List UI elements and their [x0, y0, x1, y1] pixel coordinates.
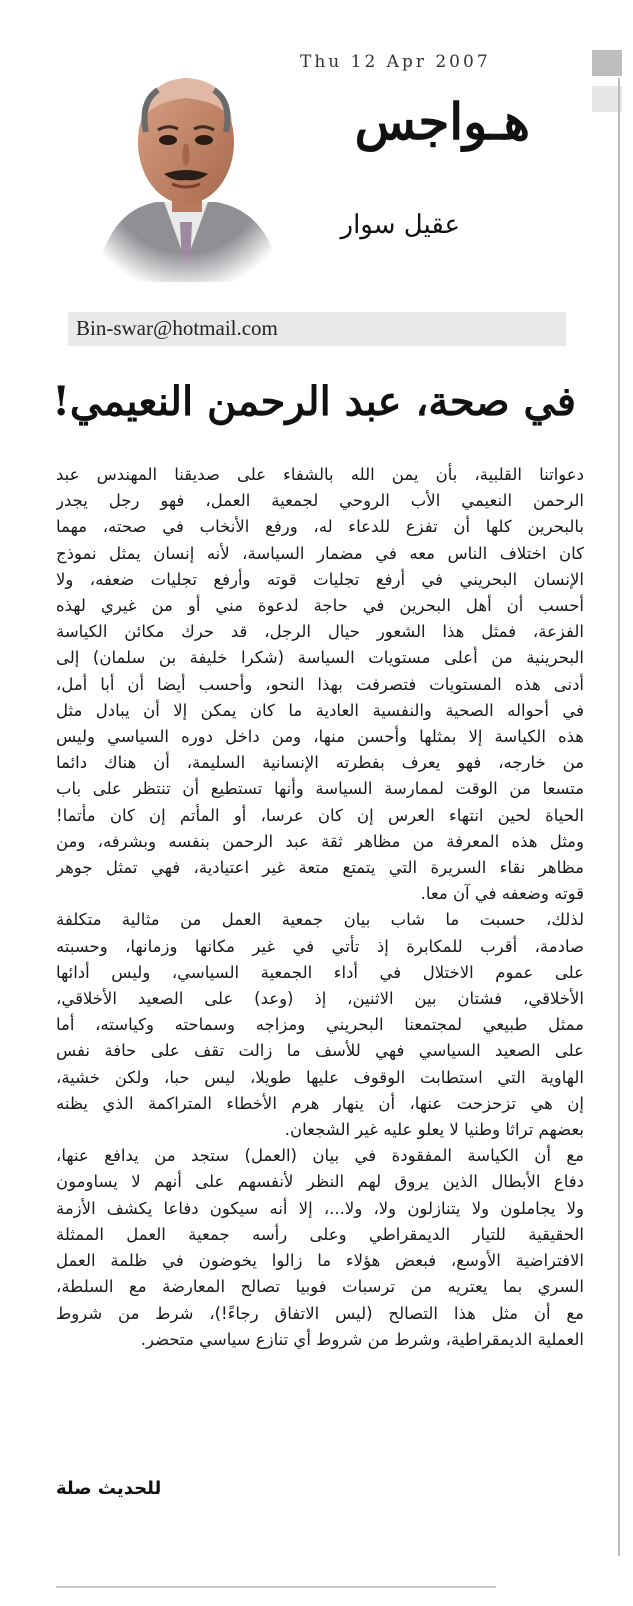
- bottom-divider: [56, 1586, 496, 1588]
- article-line: دفاع الأبطال الذين يروق لهم النظر لأنفسهم على أنهم لا يساومون: [56, 1172, 584, 1192]
- article-line: كان اختلاف الناس معه في مضمار السياسة، لأنه إنسان يمثل نموذج: [56, 543, 584, 563]
- article-line: مظاهر نقاء السريرة التي يتمتع متعة غير اعتيادية، فهي تمثل جوهر: [56, 858, 584, 878]
- article-line: الهاوية التي استطابت الوقوف عليها طويلا، ليس حبا، ولكن خشية،: [56, 1067, 584, 1087]
- article-line: ممثل طبيعي لمجتمعنا البحريني ومزاجه وسماحته وكياسته، أما: [56, 1015, 584, 1035]
- article-line: الإنسان البحريني في أرفع تجليات قوته وأرفع تجليات ضعفه، ولا: [56, 569, 584, 589]
- article-body: [56, 462, 584, 1353]
- article-line: مع أن الكياسة المفقودة في بيان (العمل) ستجد من يدافع عنها،: [56, 1146, 584, 1166]
- author-email[interactable]: Bin-swar@hotmail.com: [76, 316, 278, 340]
- article-paragraph: [56, 907, 584, 1143]
- article-line: لذلك، حسبت ما شاب بيان جمعية العمل من مثالية متكلفة: [56, 910, 584, 930]
- article-line: قوته وضعفه في آن معا.: [420, 884, 584, 904]
- article-line: إن هي تزحزحت عنها، أن ينهار هرم الأخطاء المتراكمة الذي يظنه: [56, 1093, 584, 1113]
- article-line: أدنى هذه المستويات فتصرفت بهذا النحو، وأحسب أيضا أن أبا أمل،: [56, 674, 584, 694]
- article-line: ولا يجاملون ولا يتنازلون ولا، ولا...، إلا أنه سيكون دفاعا يكشف الأزمة: [56, 1198, 584, 1218]
- article-line: على عموم الاختلال في أداء الجمعية السياسي، وليس أدائها: [56, 962, 584, 982]
- article-line: العملية الديمقراطية، وشرط من شروط أي تنازع سياسي متحضر.: [140, 1329, 584, 1349]
- article-paragraph: [56, 462, 584, 907]
- article-line: هذه الكياسة إلا بمثلها وأحسن منها، ومن داخل دوره السياسي وليس: [56, 727, 584, 747]
- article-line: الحياة لحين انتهاء العرس إن كان عرسا، أو المأتم إن كان مأتما!: [56, 805, 584, 825]
- email-bar: [68, 312, 566, 346]
- article-line: الفزعة، فمثل هذا الشعور حيال الرجل، قد حرك مكائن الكياسة: [56, 622, 584, 642]
- article-line: البحرينية من أعلى مستويات السياسة (شكرا خليفة بن سلمان) إلى: [56, 648, 584, 668]
- article-line: دعواتنا القلبية، بأن يمن الله بالشفاء على صديقنا المهندس عبد: [56, 465, 584, 484]
- publication-date: Thu 12 Apr 2007: [300, 52, 491, 72]
- article-line: أحسب أن أهل البحرين في حاجة لدعوة مني أو من غيري لهذه: [56, 596, 584, 616]
- article-paragraph: [56, 1143, 584, 1353]
- decorative-square-dark: [592, 50, 622, 76]
- vertical-divider: [618, 78, 620, 1556]
- article-line: في أحواله الصحية والنفسية العادية ما كان يمكن إلا أن يبادل مثل: [56, 700, 584, 720]
- article-signoff: للحديث صلة: [56, 1478, 162, 1499]
- column-title: هـواجس: [354, 92, 530, 151]
- article-line: مع أن مثل هذا التصالح (ليس الاتفاق رجاءً!)، شرط من شروط: [56, 1303, 584, 1323]
- article-line: من خارجه، فهو يعرف بفطرته الإنسانية السليمة، أن هناك دائما: [56, 753, 584, 773]
- article-line: صادمة، أقرب للمكابرة إذ تأتي في غير مكانها وزمانها، وحسبته: [56, 936, 584, 956]
- article-line: السري بما يعتريه من ترسبات فوبيا تصالح المعارضة مع السلطة،: [56, 1277, 584, 1297]
- author-portrait: [86, 62, 286, 282]
- article-line: متسعا من الوقت لممارسة السياسة وأنها تستطيع أن تنتظر على باب: [56, 779, 584, 799]
- article-line: ومثل هذه المعرفة من مظاهر ثقة عبد الرحمن بنفسه وبشرفه، ومن: [56, 831, 584, 851]
- article-line: بعضهم تراثا وطنيا لا يعلو عليه غير الشجعان.: [284, 1120, 584, 1140]
- article-line: الحقيقية للتيار الديمقراطي وعلى رأسه جمعية العمل الممثلة: [56, 1224, 584, 1244]
- article-line: على الصعيد السياسي فهي للأسف ما زالت تقف على حافة نفس: [56, 1041, 584, 1061]
- article-line: الأخلاقي، فشتان بين الاثنين، إذ (وعد) على الصعيد الأخلاقي،: [56, 989, 584, 1009]
- article-line: الرحمن النعيمي الأب الروحي لجمعية العمل، فهو رجل يجدر: [56, 491, 584, 511]
- author-name: عقيل سوار: [340, 210, 460, 240]
- article-line: الافتراضية الأوسع، فبعض هؤلاء ما زالوا يخوضون في ظلمة العمل: [56, 1251, 584, 1271]
- article-line: بالبحرين كلها أن تفزع للدعاء له، ورفع الأنخاب في صحته، مهما: [56, 517, 584, 537]
- article-headline: في صحة، عبد الرحمن النعيمي!: [52, 378, 576, 425]
